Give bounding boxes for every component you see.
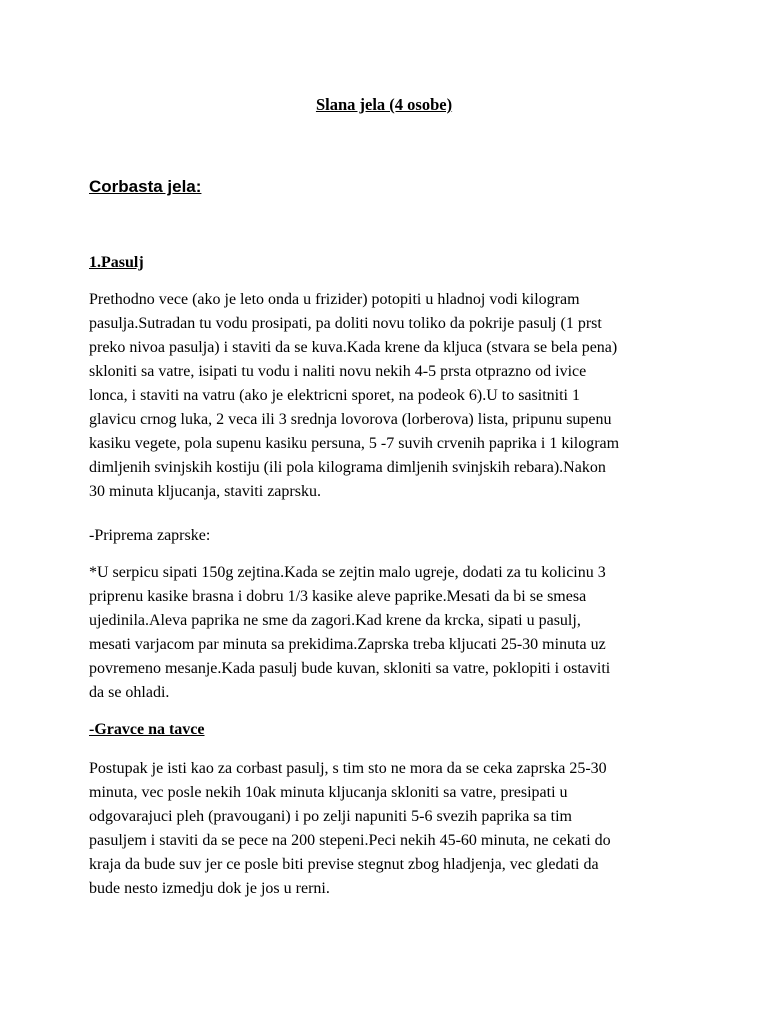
paragraph-line: mesati varjacom par minuta sa prekidima.Zaprska treba kljucati 25-30 minuta uz: [89, 636, 606, 653]
paragraph-pasulj: [89, 288, 689, 504]
paragraph-line: kasiku vegete, pola supenu kasiku persuna, 5 -7 suvih crvenih paprika i 1 kilogram: [89, 435, 620, 452]
paragraph-line: priprenu kasike brasna i dobru 1/3 kasike aleve paprike.Mesati da bi se smesa: [89, 588, 587, 605]
paragraph-line: bude nesto izmedju dok je jos u rerni.: [89, 880, 330, 897]
paragraph-line: dimljenih svinjskih kostiju (ili pola kilograma dimljenih svinjskih rebara).Nakon: [89, 459, 606, 476]
paragraph-line: ujedinila.Aleva paprika ne sme da zagori.Kad krene da krcka, sipati u pasulj,: [89, 612, 581, 629]
paragraph-line: preko nivoa pasulja) i staviti da se kuva.Kada krene da kljuca (stvara se bela pena): [89, 339, 618, 356]
paragraph-line: lonca, i staviti na vatru (ako je elektricni sporet, na podeok 6).U to sasitniti 1: [89, 387, 580, 404]
paragraph-line: 30 minuta kljucanja, staviti zaprsku.: [89, 483, 321, 500]
recipe-heading: 1.Pasulj: [89, 254, 144, 271]
paragraph-line: da se ohladi.: [89, 684, 170, 701]
paragraph-line: odgovarajuci pleh (pravougani) i po zelji napuniti 5-6 svezih paprika sa tim: [89, 808, 572, 825]
paragraph-zaprska: [89, 561, 689, 705]
document-title: Slana jela (4 osobe): [315, 95, 453, 114]
paragraph-line: pasuljem i staviti da se pece na 200 stepeni.Peci nekih 45-60 minuta, ne cekati do: [89, 832, 611, 849]
paragraph-line: skloniti sa vatre, isipati tu vodu i naliti novu nekih 4-5 prsta otprazno od ivice: [89, 363, 587, 380]
paragraph-line: glavicu crnog luka, 2 veca ili 3 srednja lovorova (lorberova) lista, pripunu supenu: [89, 411, 612, 428]
paragraph-line: povremeno mesanje.Kada pasulj bude kuvan, skloniti sa vatre, poklopiti i ostaviti: [89, 660, 611, 677]
paragraph-line: *U serpicu sipati 150g zejtina.Kada se zejtin malo ugreje, dodati za tu kolicinu 3: [89, 564, 606, 581]
paragraph-line: Prethodno vece (ako je leto onda u frizider) potopiti u hladnoj vodi kilogram: [89, 291, 580, 308]
paragraph-line: pasulja.Sutradan tu vodu prosipati, pa doliti novu toliko da pokrije pasulj (1 prst: [89, 315, 602, 332]
paragraph-line: kraja da bude suv jer ce posle biti previse stegnut zbog hladjenja, vec gledati da: [89, 856, 599, 873]
subheading-priprema-zaprske: -Priprema zaprske:: [89, 527, 211, 544]
subheading-gravce-na-tavce: -Gravce na tavce: [89, 721, 205, 738]
paragraph-line: minuta, vec posle nekih 10ak minuta kljucanja skloniti sa vatre, presipati u: [89, 784, 568, 801]
paragraph-line: Postupak je isti kao za corbast pasulj, s tim sto ne mora da se ceka zaprska 25-30: [89, 760, 607, 777]
section-heading: Corbasta jela:: [89, 177, 202, 196]
paragraph-gravce: [89, 757, 689, 901]
